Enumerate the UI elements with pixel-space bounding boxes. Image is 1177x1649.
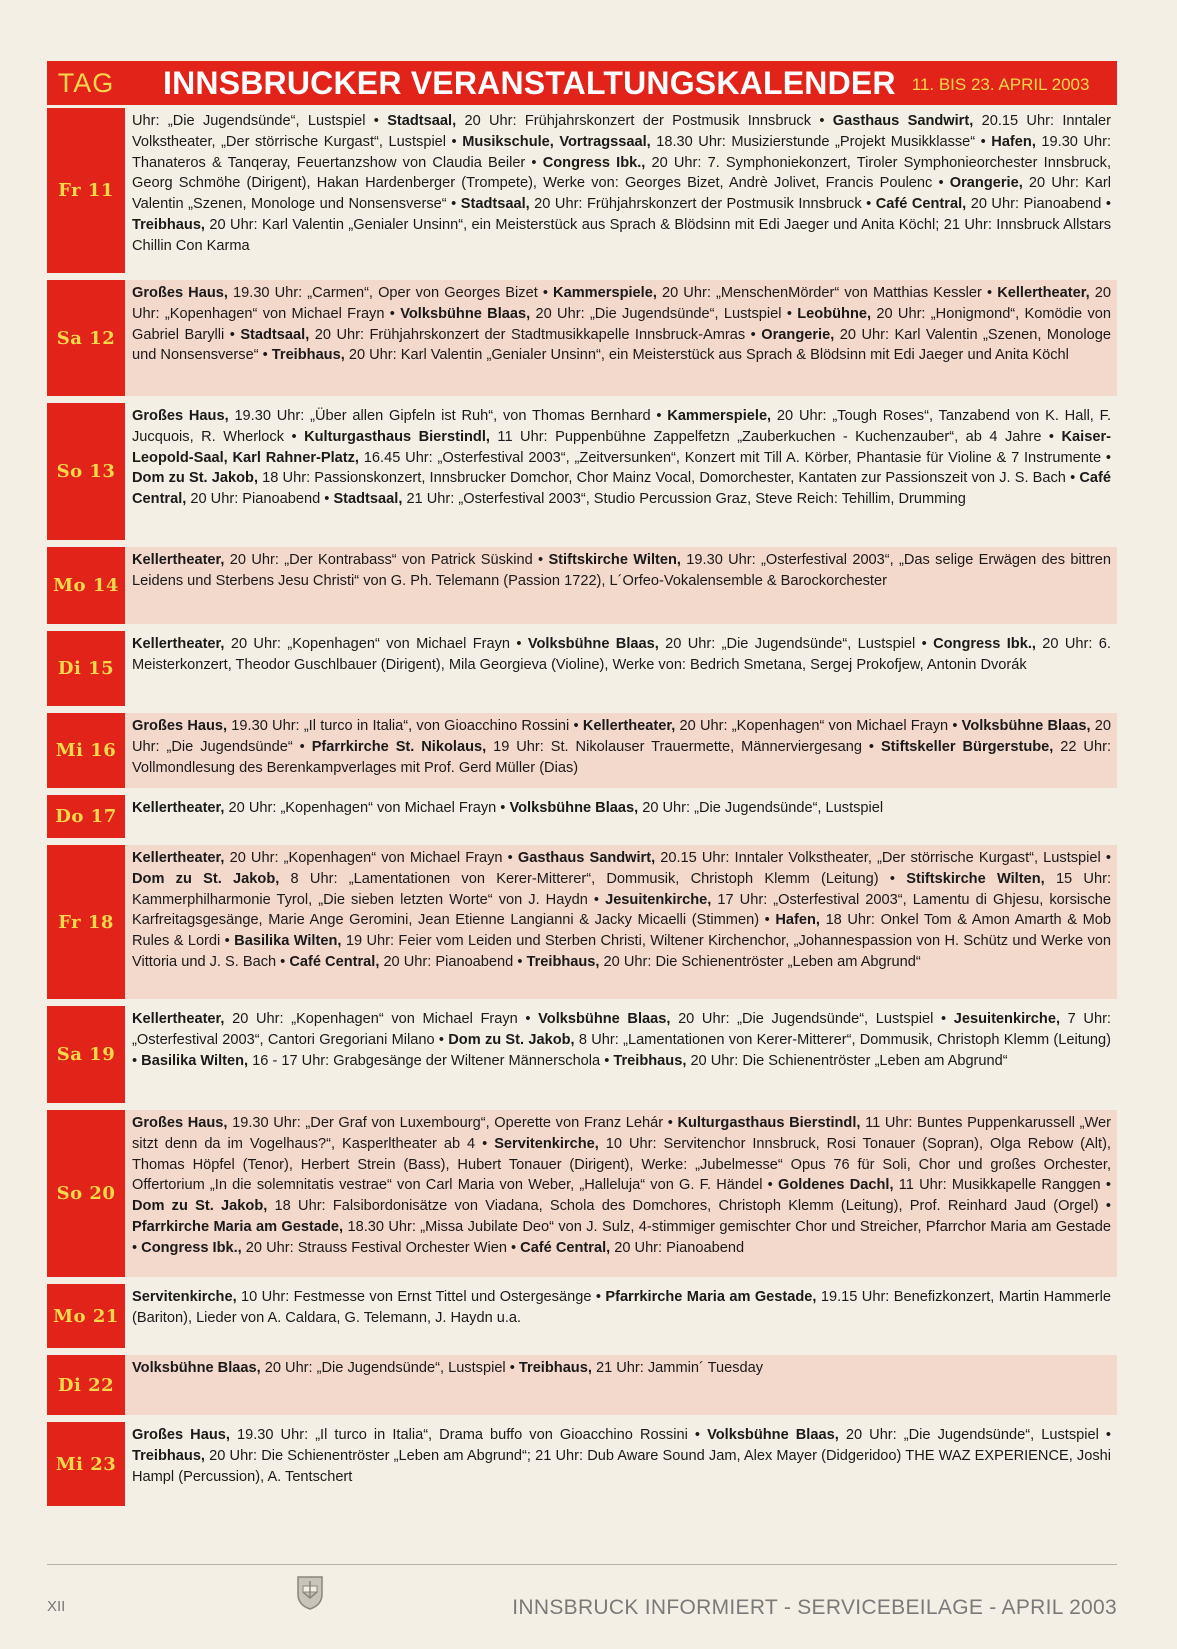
event-text: 20 Uhr: Frühjahrskonzert der Postmusik Innsbruck • [529,196,876,213]
footer-divider [47,1564,1117,1565]
venue-name: Pfarrkirche Maria am Gestade, [132,1218,344,1235]
day-events [125,280,1117,396]
venue-name: Kammerspiele, [667,408,772,424]
venue-name: Großes Haus, [132,285,228,301]
day-row [47,108,1117,273]
day-events [125,1355,1117,1415]
event-text: 16 - 17 Uhr: Grabgesänge der Wiltener Männerschola • [248,1052,614,1069]
day-row [47,713,1117,788]
day-events [125,108,1117,273]
day-label: Sa 19 [47,1006,125,1103]
calendar-header [47,61,1117,105]
venue-name: Kellertheater, [582,718,676,734]
date-range: 11. BIS 23. APRIL 2003 [911,75,1090,94]
event-text: 20 Uhr: Die Schienentröster „Leben am Abgrund“; 21 Uhr: Dub Aware Sound Jam, Alex Mayer (Didgeridoo) THE WAZ EXPERIENCE, Joshi Hampl (Percussion), A. Tentschert [132,1447,1111,1485]
venue-name: Orangerie, [949,175,1023,192]
day-label: Mo 21 [47,1284,125,1348]
venue-name: Kellertheater, [132,800,225,816]
event-text: 10 Uhr: Festmesse von Ernst Tittel und Ostergesänge • [236,1289,606,1305]
event-text: 20 Uhr: „MenschenMörder“ von Matthias Kessler • [656,285,998,301]
venue-name: Stadtsaal, [460,196,530,213]
event-text: 18 Uhr: Onkel Tom & Amon Amarth & Mob Rules & Lordi • [132,912,1111,950]
event-text: 20 Uhr: Strauss Festival Orchester Wien • [241,1239,521,1256]
event-text: 20 Uhr: „Kopenhagen“ von Michael Frayn • [224,850,518,866]
venue-name: Volksbühne Blaas, [132,1360,261,1376]
day-row [47,280,1117,396]
event-text: 19.15 Uhr: Benefizkonzert, Martin Hammerle (Bariton), Lieder von A. Caldara, G. Telemann, J. Haydn u.a. [132,1289,1111,1326]
day-events [125,1422,1117,1506]
event-text: 20 Uhr: Karl Valentin „Szenen, Monologe und Nonsensverse“ • [132,175,1111,213]
event-text: 20.15 Uhr: Inntaler Volkstheater, „Der störrische Kurgast“, Lustspiel • [132,113,1111,150]
venue-name: Hafen, [991,133,1036,150]
venue-name: Congress Ibk., [141,1239,242,1256]
venue-name: Café Central, [132,470,1111,508]
event-text: 20 Uhr: „Kopenhagen“ von Michael Frayn • [224,636,528,652]
day-row [47,1006,1117,1103]
event-text: 20 Uhr: Karl Valentin „Szenen, Monologe und Nonsensverse“ • [132,326,1112,364]
venue-name: Großes Haus, [132,718,228,734]
venue-name: Stiftskirche Wilten, [548,552,681,568]
venue-name: Großes Haus, [132,1115,228,1131]
event-text: 22 Uhr: Vollmondlesung des Berenkampverlages mit Prof. Gerd Müller (Dias) [132,738,1111,776]
city-crest-icon [296,1574,324,1610]
day-label: Di 15 [47,631,125,706]
event-text: 18.30 Uhr: Musizierstunde „Projekt Musikklasse“ • [650,133,992,150]
event-text: 18.30 Uhr: „Missa Jubilate Deo“ von J. Sulz, 4-stimmiger gemischter Chor und Streicher, Pfarrchor Maria am Gestade • [132,1218,1111,1256]
venue-name: Volksbühne Blaas, [707,1427,839,1443]
event-text: 19 Uhr: Feier vom Leiden und Sterben Christi, Wiltener Kirchenchor, „Johannespassion von H. Schütz und Werke von Vittoria und J. S. Bach • [132,933,1111,970]
event-text: 20 Uhr: Pianoabend [610,1239,745,1256]
venue-name: Servitenkirche, [132,1289,237,1305]
venue-name: Treibhaus, [271,347,345,364]
venue-name: Dom zu St. Jakob, [448,1031,575,1048]
venue-name: Stadtsaal, [333,491,403,508]
venue-name: Basilika Wilten, [234,933,342,950]
event-text: 20 Uhr: „Die Jugendsünde“, Lustspiel • [658,636,934,652]
day-row [47,795,1117,838]
day-label: Do 17 [47,795,125,838]
venue-name: Volksbühne Blaas, [527,636,659,652]
day-events [125,403,1117,540]
venue-name: Volksbühne Blaas, [538,1011,671,1027]
event-text: 19.30 Uhr: „Il turco in Italia“, Drama buffo von Gioacchino Rossini • [229,1427,708,1443]
event-text: 11 Uhr: Buntes Puppenkarussell „Wer sitzt denn da im Vogelhaus?“, Kasperltheater ab 4 • [132,1115,1111,1152]
day-row [47,1110,1117,1277]
venue-name: Dom zu St. Jakob, [132,470,258,487]
day-row [47,1284,1117,1348]
day-events [125,1284,1117,1348]
event-text: 20 Uhr: „Die Jugendsünde“, Lustspiel • [838,1427,1112,1443]
venue-name: Volksbühne Blaas, [961,718,1091,734]
event-text: 18 Uhr: Falsibordonisätze von Viadana, Schola des Domchores, Christoph Klemm (Leitung), Prof. Reinhard Jaud (Orgel) • [267,1198,1111,1215]
venue-name: Café Central, [875,196,967,213]
day-label: Di 22 [47,1355,125,1415]
venue-name: Großes Haus, [132,1427,230,1443]
day-row [47,547,1117,624]
day-row [47,631,1117,706]
event-text: 20 Uhr: Pianoabend • [186,491,334,508]
venue-name: Basilika Wilten, [141,1052,249,1069]
event-text: 20 Uhr: Pianoabend • [379,953,527,970]
day-events [125,631,1117,706]
venue-name: Hafen, [775,912,820,929]
event-text: 20 Uhr: „Kopenhagen“ von Michael Frayn • [224,1011,539,1027]
venue-name: Leobühne, [797,305,872,322]
day-events [125,845,1117,999]
event-text: 11 Uhr: Puppenbühne Zappelfetzn „Zauberkuchen - Kuchenzauber“, ab 4 Jahre • [489,428,1062,445]
venue-name: Volksbühne Blaas, [400,305,531,322]
venue-name: Café Central, [520,1239,611,1256]
day-column-label: TAG [57,68,115,98]
day-label: So 13 [47,403,125,540]
venue-name: Orangerie, [761,326,835,343]
venue-name: Servitenkirche, [494,1135,599,1152]
day-label: Mi 23 [47,1422,125,1506]
event-text: 20 Uhr: Frühjahrskonzert der Postmusik Innsbruck • [456,113,833,129]
page-number: XII [47,1598,66,1615]
event-text: 20 Uhr: Frühjahrskonzert der Stadtmusikkapelle Innsbruck-Amras • [309,326,762,343]
venue-name: Jesuitenkirche, [953,1011,1061,1027]
event-text: 19.30 Uhr: Thanateros & Tanqeray, Feuertanzshow von Claudia Beiler • [132,133,1112,171]
venue-name: Treibhaus, [518,1360,592,1376]
day-row [47,403,1117,540]
event-text: 20 Uhr: Pianoabend • [966,196,1111,213]
venue-name: Kaiser-Leopold-Saal, Karl Rahner-Platz, [132,428,1111,466]
venue-name: Gasthaus Sandwirt, [517,850,656,866]
event-text: Uhr: „Die Jugendsünde“, Lustspiel • [132,113,388,129]
venue-name: Gasthaus Sandwirt, [832,113,974,129]
event-text: 19.30 Uhr: „Carmen“, Oper von Georges Bizet • [227,285,554,301]
event-text: 20.15 Uhr: Inntaler Volkstheater, „Der störrische Kurgast“, Lustspiel • [655,850,1111,866]
venue-name: Congress Ibk., [933,636,1036,652]
venue-name: Kellertheater, [997,285,1090,301]
calendar-title: INNSBRUCKER VERANSTALTUNGSKALENDER [163,65,896,101]
day-row [47,1355,1117,1415]
event-text: 20 Uhr: „Kopenhagen“ von Michael Frayn • [675,718,962,734]
event-text: 18 Uhr: Passionskonzert, Innsbrucker Domchor, Chor Mainz Vocal, Domorchester, Kantaten zur Passionszeit von J. S. Bach • [258,470,1080,487]
venue-name: Großes Haus, [132,408,229,424]
event-list [47,108,1117,1513]
event-text: 19.30 Uhr: „Il turco in Italia“, von Gioacchino Rossini • [227,718,583,734]
event-text: 20 Uhr: „Die Jugendsünde“ • [132,718,1111,755]
day-events [125,713,1117,788]
venue-name: Pfarrkirche St. Nikolaus, [311,738,487,755]
event-text: 21 Uhr: „Osterfestival 2003“, Studio Percussion Graz, Steve Reich: Tehillim, Drumming [402,491,966,508]
event-text: 8 Uhr: „Lamentationen von Kerer-Mitterer“, Dommusik, Christoph Klemm (Leitung) • [279,870,907,887]
event-text: 11 Uhr: Musikkapelle Ranggen • [893,1177,1111,1194]
venue-name: Volksbühne Blaas, [509,800,639,816]
venue-name: Jesuitenkirche, [605,891,712,908]
venue-name: Kellertheater, [132,850,225,866]
event-text: 20 Uhr: „Kopenhagen“ von Michael Frayn • [224,800,510,816]
event-text: 10 Uhr: Servitenchor Innsbruck, Rosi Tonauer (Sopran), Olga Rebow (Alt), Thomas Höpfel (Tenor), Herbert Strein (Bass), Hubert Tonauer (Dirigent), Werke: „Jubelmesse“ Opus 76 für Soli, Chor und großes Orchester, Offertorium „In die solemnitatis vestrae“ von Carl Maria von Weber, „Halleluja“ von G. F. Händel • [132,1135,1111,1194]
venue-name: Treibhaus, [132,216,205,233]
venue-name: Kellertheater, [132,636,225,652]
event-text: 17 Uhr: „Osterfestival 2003“, Lamentu di Ghjesu, korsische Karfreitagsgesänge, Marie Ange Geromini, Jean Etienne Langianni & Jacky Micaelli (Stimmen) • [132,891,1111,929]
venue-name: Kellertheater, [132,552,225,568]
event-text: 15 Uhr: Kammerphilharmonie Tyrol, „Die sieben letzten Worte“ von J. Haydn • [132,870,1112,908]
event-text: 19.30 Uhr: „Der Graf von Luxembourg“, Operette von Franz Lehár • [227,1115,678,1131]
venue-name: Kulturgasthaus Bierstindl, [677,1115,861,1131]
event-text: 16.45 Uhr: „Osterfestival 2003“, „Zeitversunken“, Konzert mit Till A. Körber, Phantasie für Violine & 7 Instrumente • [358,449,1111,466]
venue-name: Dom zu St. Jakob, [132,1198,268,1215]
event-text: 20 Uhr: Karl Valentin „Genialer Unsinn“, ein Meisterstück aus Sprach & Blödsinn mit Edi Jaeger und Anita Köchl [344,347,1069,364]
event-text: 19.30 Uhr: „Über allen Gipfeln ist Ruh“, von Thomas Bernhard • [228,408,668,424]
venue-name: Stiftskirche Wilten, [906,870,1045,887]
event-text: 19.30 Uhr: „Osterfestival 2003“, „Das selige Erwägen des bittren Leidens und Sterbens Jesu Christi“ von G. Ph. Telemann (Passion 1722), L´Orfeo-Vokalensemble & Barockorchester [132,552,1111,589]
event-text: 20 Uhr: Die Schienentröster „Leben am Abgrund“ [599,953,921,970]
day-label: So 20 [47,1110,125,1277]
event-text: 21 Uhr: Jammin´ Tuesday [591,1360,764,1376]
publication-footer: INNSBRUCK INFORMIERT - SERVICEBEILAGE - APRIL 2003 [512,1596,1117,1619]
event-text: 20 Uhr: Die Schienentröster „Leben am Abgrund“ [686,1052,1008,1069]
event-text: 20 Uhr: „Die Jugendsünde“, Lustspiel [638,800,884,816]
venue-name: Stiftskeller Bürgerstube, [880,738,1054,755]
event-text: 20 Uhr: „Tough Roses“, Tanzabend von K. Hall, F. Jucquois, R. Wherlock • [132,408,1112,445]
venue-name: Stadtsaal, [387,113,457,129]
day-events [125,1006,1117,1103]
venue-name: Goldenes Dachl, [778,1177,894,1194]
event-text: 8 Uhr: „Lamentationen von Kerer-Mitterer“, Dommusik, Christoph Klemm (Leitung) • [132,1031,1112,1069]
event-text: 20 Uhr: 6. Meisterkonzert, Theodor Guschlbauer (Dirigent), Mila Georgieva (Violine), Werke von: Bedrich Smetana, Sergej Prokofjew, Antonin Dvorák [132,636,1111,673]
day-events [125,1110,1117,1277]
venue-name: Dom zu St. Jakob, [132,870,280,887]
event-text: 20 Uhr: „Honigmond“, Komödie von Gabriel Barylli • [132,305,1111,343]
day-events [125,795,1117,838]
venue-name: Congress Ibk., [542,154,646,171]
venue-name: Café Central, [289,953,380,970]
venue-name: Stadtsaal, [240,326,310,343]
day-label: Sa 12 [47,280,125,396]
venue-name: Kulturgasthaus Bierstindl, [304,428,490,445]
day-label: Fr 11 [47,108,125,273]
day-label: Fr 18 [47,845,125,999]
day-label: Mi 16 [47,713,125,788]
event-text: 19 Uhr: St. Nikolauser Trauermette, Männerviergesang • [486,738,881,755]
venue-name: Treibhaus, [132,1447,205,1464]
day-row [47,1422,1117,1506]
venue-name: Treibhaus, [526,953,600,970]
day-row [47,845,1117,999]
event-text: 20 Uhr: „Der Kontrabass“ von Patrick Süskind • [224,552,549,568]
event-text: 20 Uhr: 7. Symphoniekonzert, Tiroler Symphonieorchester Innsbruck, Georg Schmöhe (Dirigent), Hakan Hardenberger (Trompete), Werke von: Georges Bizet, Andrè Jolivet, Francis Poulenc • [132,154,1112,192]
event-text: 7 Uhr: „Osterfestival 2003“, Cantori Gregoriani Milano • [132,1011,1111,1048]
event-text: 20 Uhr: „Die Jugendsünde“, Lustspiel • [530,305,798,322]
event-text: 20 Uhr: Karl Valentin „Genialer Unsinn“, ein Meisterstück aus Sprach & Blödsinn mit Edi Jaeger und Anita Köchl; 21 Uhr: Innsbruck Allstars Chillin Con Karma [132,216,1111,254]
event-text: 20 Uhr: „Kopenhagen“ von Michael Frayn • [132,285,1111,322]
venue-name: Kellertheater, [132,1011,225,1027]
event-text: 20 Uhr: „Die Jugendsünde“, Lustspiel • [670,1011,954,1027]
venue-name: Pfarrkirche Maria am Gestade, [605,1289,817,1305]
venue-name: Musikschule, Vortragssaal, [462,133,651,150]
venue-name: Treibhaus, [613,1052,687,1069]
venue-name: Kammerspiele, [553,285,657,301]
day-label: Mo 14 [47,547,125,624]
day-events [125,547,1117,624]
event-text: 20 Uhr: „Die Jugendsünde“, Lustspiel • [260,1360,519,1376]
